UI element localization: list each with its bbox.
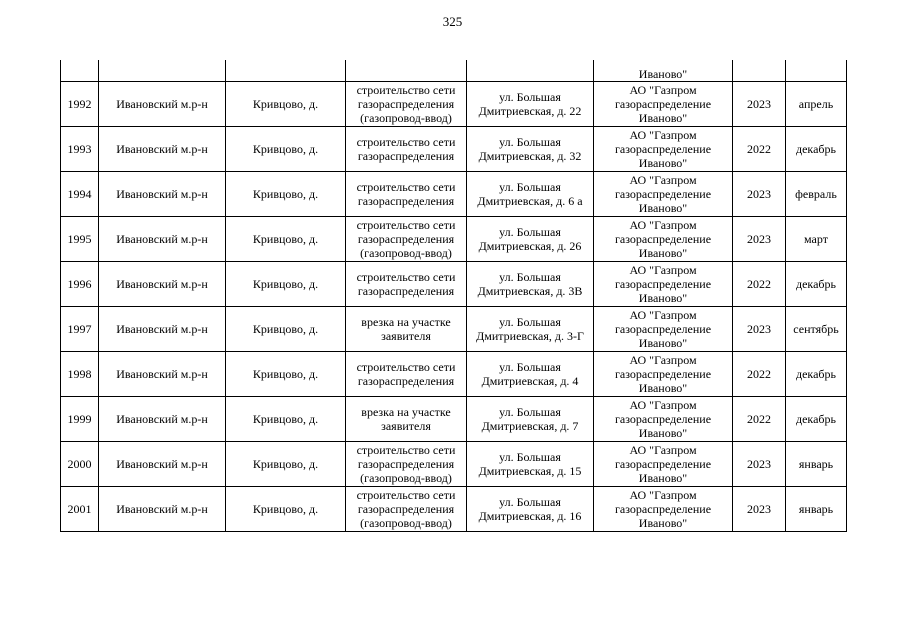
cell-org: АО "Газпром газораспределение Иваново" (594, 307, 733, 352)
cell-address: ул. Большая Дмитриевская, д. 4 (467, 352, 594, 397)
table-row (61, 127, 847, 172)
cell-work: строительство сети газораспределения (346, 172, 467, 217)
cell-district (99, 60, 226, 82)
cell-address: ул. Большая Дмитриевская, д. 26 (467, 217, 594, 262)
cell-num: 1995 (61, 217, 99, 262)
cell-month: декабрь (786, 352, 847, 397)
cell-district: Ивановский м.р-н (99, 172, 226, 217)
cell-address: ул. Большая Дмитриевская, д. 32 (467, 127, 594, 172)
cell-district: Ивановский м.р-н (99, 262, 226, 307)
cell-district: Ивановский м.р-н (99, 487, 226, 532)
cell-address: ул. Большая Дмитриевская, д. 22 (467, 82, 594, 127)
cell-work: строительство сети газораспределения (346, 127, 467, 172)
cell-address: ул. Большая Дмитриевская, д. 16 (467, 487, 594, 532)
cell-work: строительство сети газораспределения (газопровод-ввод) (346, 82, 467, 127)
cell-month: декабрь (786, 127, 847, 172)
cell-month: март (786, 217, 847, 262)
cell-settlement: Кривцово, д. (226, 217, 346, 262)
table-row (61, 82, 847, 127)
table-row (61, 217, 847, 262)
cell-district: Ивановский м.р-н (99, 442, 226, 487)
cell-settlement: Кривцово, д. (226, 172, 346, 217)
table-row (61, 352, 847, 397)
cell-settlement: Кривцово, д. (226, 397, 346, 442)
cell-month: февраль (786, 172, 847, 217)
cell-district: Ивановский м.р-н (99, 217, 226, 262)
cell-month: январь (786, 442, 847, 487)
cell-year: 2022 (733, 262, 786, 307)
cell-num: 1999 (61, 397, 99, 442)
cell-num: 1994 (61, 172, 99, 217)
cell-settlement: Кривцово, д. (226, 127, 346, 172)
cell-settlement: Кривцово, д. (226, 82, 346, 127)
cell-org: АО "Газпром газораспределение Иваново" (594, 217, 733, 262)
cell-month (786, 60, 847, 82)
cell-work: строительство сети газораспределения (газопровод-ввод) (346, 442, 467, 487)
cell-year: 2023 (733, 217, 786, 262)
table-row (61, 307, 847, 352)
cell-district: Ивановский м.р-н (99, 82, 226, 127)
cell-work: врезка на участке заявителя (346, 397, 467, 442)
cell-year (733, 60, 786, 82)
cell-num: 1997 (61, 307, 99, 352)
cell-org: АО "Газпром газораспределение Иваново" (594, 172, 733, 217)
cell-settlement: Кривцово, д. (226, 442, 346, 487)
cell-district: Ивановский м.р-н (99, 307, 226, 352)
cell-district: Ивановский м.р-н (99, 127, 226, 172)
cell-num: 2000 (61, 442, 99, 487)
cell-year: 2023 (733, 172, 786, 217)
cell-year: 2023 (733, 307, 786, 352)
cell-work: строительство сети газораспределения (газопровод-ввод) (346, 487, 467, 532)
cell-org: АО "Газпром газораспределение Иваново" (594, 397, 733, 442)
cell-work: врезка на участке заявителя (346, 307, 467, 352)
cell-num: 2001 (61, 487, 99, 532)
cell-year: 2023 (733, 442, 786, 487)
table-row (61, 442, 847, 487)
cell-org: АО "Газпром газораспределение Иваново" (594, 127, 733, 172)
table-row (61, 262, 847, 307)
table-row (61, 172, 847, 217)
cell-address (467, 60, 594, 82)
cell-settlement: Кривцово, д. (226, 487, 346, 532)
cell-district: Ивановский м.р-н (99, 352, 226, 397)
cell-org: АО "Газпром газораспределение Иваново" (594, 352, 733, 397)
table-row (61, 397, 847, 442)
cell-year: 2022 (733, 127, 786, 172)
cell-year: 2023 (733, 487, 786, 532)
cell-num: 1993 (61, 127, 99, 172)
cell-month: декабрь (786, 262, 847, 307)
cell-num (61, 60, 99, 82)
page-number: 325 (442, 14, 463, 29)
cell-address: ул. Большая Дмитриевская, д. 3В (467, 262, 594, 307)
cell-work: строительство сети газораспределения (газопровод-ввод) (346, 217, 467, 262)
cell-address: ул. Большая Дмитриевская, д. 7 (467, 397, 594, 442)
cell-num: 1996 (61, 262, 99, 307)
cell-settlement: Кривцово, д. (226, 307, 346, 352)
table-body (61, 60, 847, 532)
table-row (61, 487, 847, 532)
cell-district: Ивановский м.р-н (99, 397, 226, 442)
cell-month: сентябрь (786, 307, 847, 352)
cell-month: январь (786, 487, 847, 532)
cell-address: ул. Большая Дмитриевская, д. 15 (467, 442, 594, 487)
cell-work: строительство сети газораспределения (346, 262, 467, 307)
cell-org: АО "Газпром газораспределение Иваново" (594, 487, 733, 532)
cell-year: 2022 (733, 352, 786, 397)
cell-address: ул. Большая Дмитриевская, д. 6 а (467, 172, 594, 217)
cell-address: ул. Большая Дмитриевская, д. 3-Г (467, 307, 594, 352)
cell-settlement: Кривцово, д. (226, 262, 346, 307)
cell-settlement (226, 60, 346, 82)
gas-network-table (60, 60, 847, 532)
cell-org: АО "Газпром газораспределение Иваново" (594, 442, 733, 487)
cell-year: 2022 (733, 397, 786, 442)
continuation-row (61, 60, 847, 82)
cell-month: апрель (786, 82, 847, 127)
cell-org: Иваново" (594, 60, 733, 82)
cell-year: 2023 (733, 82, 786, 127)
cell-work: строительство сети газораспределения (346, 352, 467, 397)
cell-org: АО "Газпром газораспределение Иваново" (594, 262, 733, 307)
cell-settlement: Кривцово, д. (226, 352, 346, 397)
cell-month: декабрь (786, 397, 847, 442)
cell-num: 1992 (61, 82, 99, 127)
cell-num: 1998 (61, 352, 99, 397)
cell-work (346, 60, 467, 82)
cell-org: АО "Газпром газораспределение Иваново" (594, 82, 733, 127)
